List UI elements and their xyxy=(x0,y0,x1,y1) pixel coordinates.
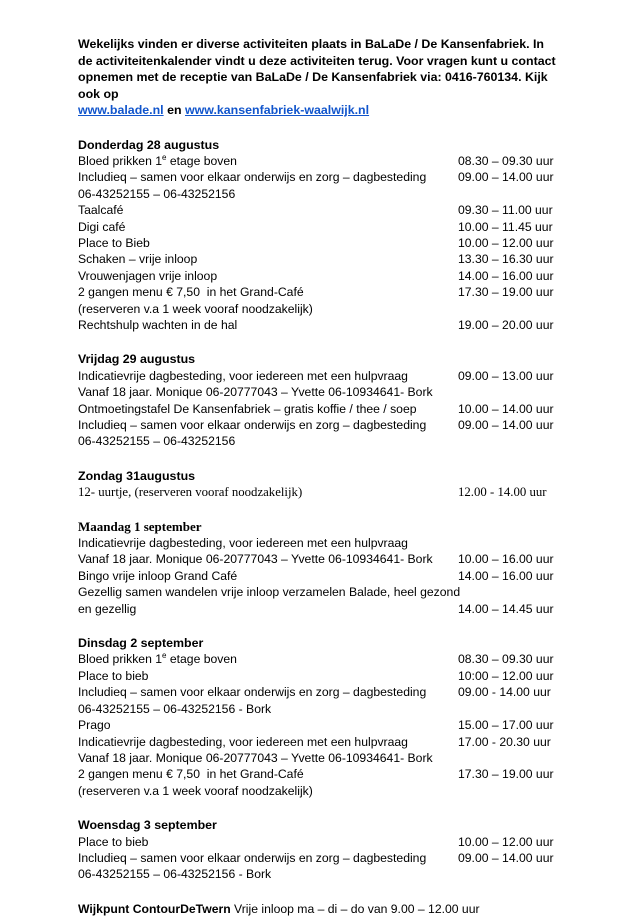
activity-description xyxy=(78,766,304,782)
ordinal-superscript: e xyxy=(162,152,167,162)
activity-row xyxy=(78,368,558,384)
footer-text: Vrije inloop ma – di – do van 9.00 – 12.00 uur xyxy=(230,901,480,916)
activity-time xyxy=(458,783,558,799)
activity-time: 09.00 – 13.00 uur xyxy=(458,368,554,383)
balade-link[interactable]: www.balade.nl xyxy=(78,103,164,117)
activity-description xyxy=(78,584,460,600)
activity-time: 10.00 – 11.45 uur xyxy=(458,219,553,234)
activity-text: 06-43252155 – 06-43252156 xyxy=(78,434,236,449)
activity-row xyxy=(78,734,558,750)
activity-description xyxy=(78,202,123,218)
activity-text: Vanaf 18 jaar. Monique 06-20777043 – Yvette 06-10934641- Bork xyxy=(78,552,433,567)
activity-time: 09.00 – 14.00 uur xyxy=(458,850,554,865)
activity-row xyxy=(78,750,558,766)
ordinal-superscript: e xyxy=(162,651,167,661)
activity-text: 06-43252155 – 06-43252156 - Bork xyxy=(78,867,272,882)
activity-row xyxy=(78,783,558,799)
activity-description xyxy=(78,417,426,433)
day-heading: Woensdag 3 september xyxy=(78,818,217,833)
activity-description xyxy=(78,668,148,684)
activity-row xyxy=(78,202,558,218)
activity-description xyxy=(78,651,237,667)
activity-text: Gezellig samen wandelen vrije inloop verzamelen Balade, heel gezond xyxy=(78,585,461,600)
activity-text: Indicatievrije dagbesteding, voor iedereen met een hulpvraag xyxy=(78,368,408,383)
day-section xyxy=(78,351,558,449)
activity-text: Place to bieb xyxy=(78,668,149,683)
activity-description xyxy=(78,701,271,717)
activity-text: Ontmoetingstafel De Kansenfabriek – gratis koffie / thee / soep xyxy=(78,401,417,416)
activity-row xyxy=(78,766,558,782)
intro-conjunction: en xyxy=(167,103,182,117)
activity-time xyxy=(458,535,558,551)
activity-row xyxy=(78,401,558,417)
activity-time xyxy=(458,186,558,202)
activity-time xyxy=(458,866,558,882)
activity-description xyxy=(78,368,408,384)
activity-row xyxy=(78,568,558,584)
activity-description xyxy=(78,717,111,733)
activity-time: 13.30 – 16.30 uur xyxy=(458,252,554,267)
day-schedule-list xyxy=(78,137,558,883)
activity-description xyxy=(78,219,125,235)
day-heading: Donderdag 28 augustus xyxy=(78,137,220,152)
activity-row xyxy=(78,384,558,400)
activity-row xyxy=(78,668,558,684)
activity-row xyxy=(78,866,558,882)
intro-paragraph xyxy=(78,36,558,119)
activity-text: Rechtshulp wachten in de hal xyxy=(78,317,238,332)
activity-row xyxy=(78,684,558,700)
kansenfabriek-link[interactable]: www.kansenfabriek-waalwijk.nl xyxy=(184,103,370,117)
activity-row xyxy=(78,850,558,866)
activity-time: 15.00 – 17.00 uur xyxy=(458,718,554,733)
day-heading: Dinsdag 2 september xyxy=(78,636,204,651)
activity-text: Bingo vrije inloop Grand Café xyxy=(78,568,238,583)
day-section xyxy=(78,519,558,617)
activity-description xyxy=(78,235,150,251)
activity-time: 14.00 – 14.45 uur xyxy=(458,601,554,616)
activity-row xyxy=(78,169,558,185)
activity-time: 17.00 - 20.30 uur xyxy=(458,734,551,749)
activity-row xyxy=(78,417,558,433)
activity-time: 10.00 – 16.00 uur xyxy=(458,552,554,567)
activity-time xyxy=(460,584,560,600)
activity-time: 09.00 – 14.00 uur xyxy=(458,418,554,432)
activity-time: 14.00 – 16.00 uur xyxy=(458,568,554,583)
activity-row xyxy=(78,717,558,733)
activity-time: 10.00 – 12.00 uur xyxy=(458,235,554,250)
activity-description xyxy=(78,401,417,417)
activity-time xyxy=(458,301,558,317)
activity-text: Place to Bieb xyxy=(78,235,150,250)
footer-line xyxy=(78,901,558,917)
activity-time xyxy=(458,750,558,766)
activity-description xyxy=(78,484,302,500)
activity-row xyxy=(78,551,558,567)
activity-text: Bloed prikken 1 xyxy=(78,652,163,667)
activity-description xyxy=(78,750,433,766)
activity-text: Schaken – vrije inloop xyxy=(78,252,198,267)
activity-text: 2 gangen menu € 7,50 in het Grand-Café xyxy=(78,285,304,300)
activity-text: 06-43252155 – 06-43252156 - Bork xyxy=(78,701,272,716)
activity-time xyxy=(458,701,558,717)
activity-text: Includieq – samen voor elkaar onderwijs en zorg – dagbesteding xyxy=(78,850,427,865)
activity-description xyxy=(78,301,313,317)
activity-text-suffix: etage boven xyxy=(166,652,237,667)
activity-row xyxy=(78,834,558,850)
activity-row xyxy=(78,535,558,551)
day-section xyxy=(78,635,558,799)
activity-description xyxy=(78,169,426,185)
activity-time: 09.00 - 14.00 uur xyxy=(458,685,551,700)
activity-time xyxy=(458,384,558,400)
activity-description xyxy=(78,384,433,400)
activity-description xyxy=(78,850,426,866)
activity-time xyxy=(458,433,558,449)
activity-row xyxy=(78,601,558,617)
activity-description xyxy=(78,783,313,799)
activity-description xyxy=(78,433,235,449)
activity-text: (reserveren v.a 1 week vooraf noodzakelijk) xyxy=(78,783,313,798)
activity-text: Taalcafé xyxy=(78,203,124,218)
activity-time: 08.30 – 09.30 uur xyxy=(458,153,554,168)
activity-row xyxy=(78,433,558,449)
activity-text: Vanaf 18 jaar. Monique 06-20777043 – Yvette 06-10934641- Bork xyxy=(78,750,433,765)
activity-text: Includieq – samen voor elkaar onderwijs en zorg – dagbesteding xyxy=(78,685,427,700)
activity-row xyxy=(78,268,558,284)
activity-text: Vanaf 18 jaar. Monique 06-20777043 – Yvette 06-10934641- Bork xyxy=(78,385,433,400)
activity-row xyxy=(78,651,558,667)
activity-row xyxy=(78,284,558,300)
activity-description xyxy=(78,153,237,169)
activity-row xyxy=(78,301,558,317)
day-heading: Maandag 1 september xyxy=(78,518,202,534)
activity-text: Vrouwenjagen vrije inloop xyxy=(78,268,218,283)
activity-text: Includieq – samen voor elkaar onderwijs en zorg – dagbesteding xyxy=(78,418,427,432)
activity-calendar-page xyxy=(78,36,558,917)
activity-row xyxy=(78,153,558,169)
activity-description xyxy=(78,834,148,850)
activity-text: 2 gangen menu € 7,50 in het Grand-Café xyxy=(78,767,304,782)
activity-text: 12- uurtje, (reserveren vooraf noodzakelijk) xyxy=(78,485,303,500)
activity-time: 10.00 – 14.00 uur xyxy=(458,401,554,416)
footer-location: Wijkpunt ContourDeTwern xyxy=(78,901,231,916)
activity-text: 06-43252155 – 06-43252156 xyxy=(78,186,236,201)
activity-text: Prago xyxy=(78,718,111,733)
activity-text: en gezellig xyxy=(78,601,137,616)
day-heading: Zondag 31augustus xyxy=(78,468,196,483)
day-section xyxy=(78,137,558,334)
activity-row xyxy=(78,251,558,267)
day-section xyxy=(78,817,558,883)
activity-description xyxy=(78,535,408,551)
activity-row xyxy=(78,235,558,251)
activity-row xyxy=(78,484,558,500)
intro-text: Wekelijks vinden er diverse activiteiten plaats in BaLaDe / De Kansenfabriek. In de activiteitenkalender vindt u deze activiteiten terug. Voor vragen kunt u contact opnemen met de receptie van BaLaDe / De Kansenfabriek via: 0416-760134. Kijk ook op xyxy=(78,37,556,101)
activity-description xyxy=(78,601,136,617)
activity-time: 17.30 – 19.00 uur xyxy=(458,285,554,300)
activity-text: Place to bieb xyxy=(78,834,149,849)
activity-text: Digi café xyxy=(78,219,126,234)
activity-description xyxy=(78,684,426,700)
activity-text: Indicatievrije dagbesteding, voor iedereen met een hulpvraag xyxy=(78,536,408,551)
activity-time: 10:00 – 12.00 uur xyxy=(458,668,554,683)
activity-time: 19.00 – 20.00 uur xyxy=(458,317,554,332)
activity-time: 09.30 – 11.00 uur xyxy=(458,203,553,218)
activity-description xyxy=(78,568,237,584)
activity-row xyxy=(78,219,558,235)
activity-time: 09.00 – 14.00 uur xyxy=(458,170,554,185)
activity-description xyxy=(78,268,217,284)
activity-text: (reserveren v.a 1 week vooraf noodzakelijk) xyxy=(78,301,313,316)
day-heading: Vrijdag 29 augustus xyxy=(78,352,196,367)
activity-row xyxy=(78,186,558,202)
activity-description xyxy=(78,284,304,300)
activity-description xyxy=(78,734,408,750)
activity-text: Bloed prikken 1 xyxy=(78,153,163,168)
activity-time: 10.00 – 12.00 uur xyxy=(458,834,554,849)
activity-time: 17.30 – 19.00 uur xyxy=(458,767,554,782)
activity-row xyxy=(78,701,558,717)
activity-text-suffix: etage boven xyxy=(166,153,237,168)
activity-description xyxy=(78,866,271,882)
activity-description xyxy=(78,317,237,333)
activity-row xyxy=(78,584,558,600)
activity-description xyxy=(78,551,433,567)
activity-description xyxy=(78,186,235,202)
activity-description xyxy=(78,251,197,267)
activity-row xyxy=(78,317,558,333)
activity-time: 12.00 - 14.00 uur xyxy=(458,485,547,500)
day-section xyxy=(78,468,558,501)
activity-text: Indicatievrije dagbesteding, voor iedereen met een hulpvraag xyxy=(78,734,408,749)
activity-text: Includieq – samen voor elkaar onderwijs en zorg – dagbesteding xyxy=(78,170,427,185)
activity-time: 14.00 – 16.00 uur xyxy=(458,268,554,283)
activity-time: 08.30 – 09.30 uur xyxy=(458,652,554,667)
